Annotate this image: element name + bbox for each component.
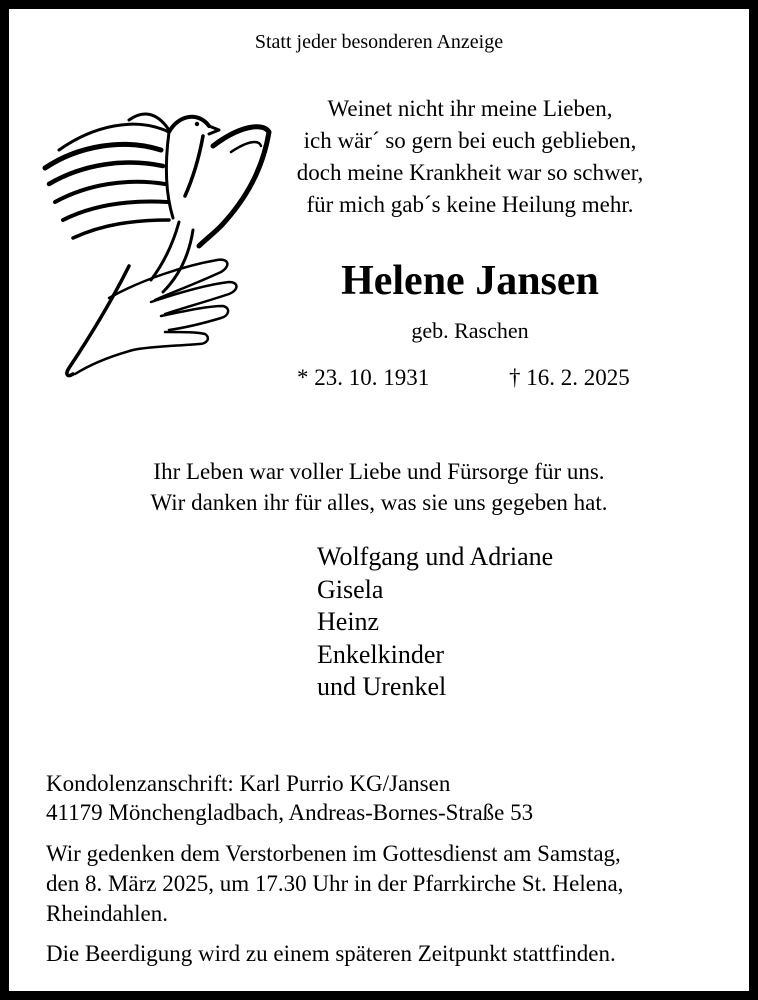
burial-note: Die Beerdigung wird zu einem späteren Zeitpunkt stattfinden. [46, 941, 616, 966]
service-line: Wir gedenken dem Verstorbenen im Gottesdienst am Samstag, [46, 841, 621, 866]
memorial-service-info [46, 839, 623, 929]
tribute-text [9, 456, 749, 518]
mourner-name: und Urenkel [317, 672, 447, 701]
deceased-name: Helene Jansen [341, 258, 599, 304]
mourner-name: Enkelkinder [317, 639, 445, 669]
condolence-line: Kondolenzanschrift: Karl Purrio KG/Jansen [46, 771, 451, 796]
tribute-line: Ihr Leben war voller Liebe und Fürsorge für uns. [153, 459, 605, 484]
mourner-name: Gisela [317, 574, 384, 604]
dove-and-hand-icon [33, 106, 273, 386]
birth-date: * 23. 10. 1931 [297, 365, 430, 390]
notice-header: Statt jeder besonderen Anzeige [254, 31, 504, 53]
poem-line: ich wär´ so gern bei euch geblieben, [303, 128, 637, 153]
mourner-name: Heinz [317, 607, 380, 636]
maiden-name: geb. Raschen [411, 318, 529, 343]
service-line: den 8. März 2025, um 17.30 Uhr in der Pfarrkirche St. Helena, [46, 871, 624, 896]
service-line: Rheindahlen. [46, 901, 168, 926]
death-date: † 16. 2. 2025 [509, 365, 630, 390]
tribute-line: Wir danken ihr für alles, was sie uns gegeben hat. [150, 490, 608, 515]
condolence-line: 41179 Mönchengladbach, Andreas-Bornes-Straße 53 [46, 800, 534, 825]
mourners-list [317, 541, 553, 704]
mourner-name: Wolfgang und Adriane [317, 542, 554, 571]
poem-line: doch meine Krankheit war so schwer, [296, 160, 644, 185]
poem-line: für mich gab´s keine Heilung mehr. [306, 192, 634, 217]
memorial-poem [255, 93, 685, 221]
condolence-address [46, 769, 533, 827]
poem-line: Weinet nicht ihr meine Lieben, [327, 96, 613, 121]
